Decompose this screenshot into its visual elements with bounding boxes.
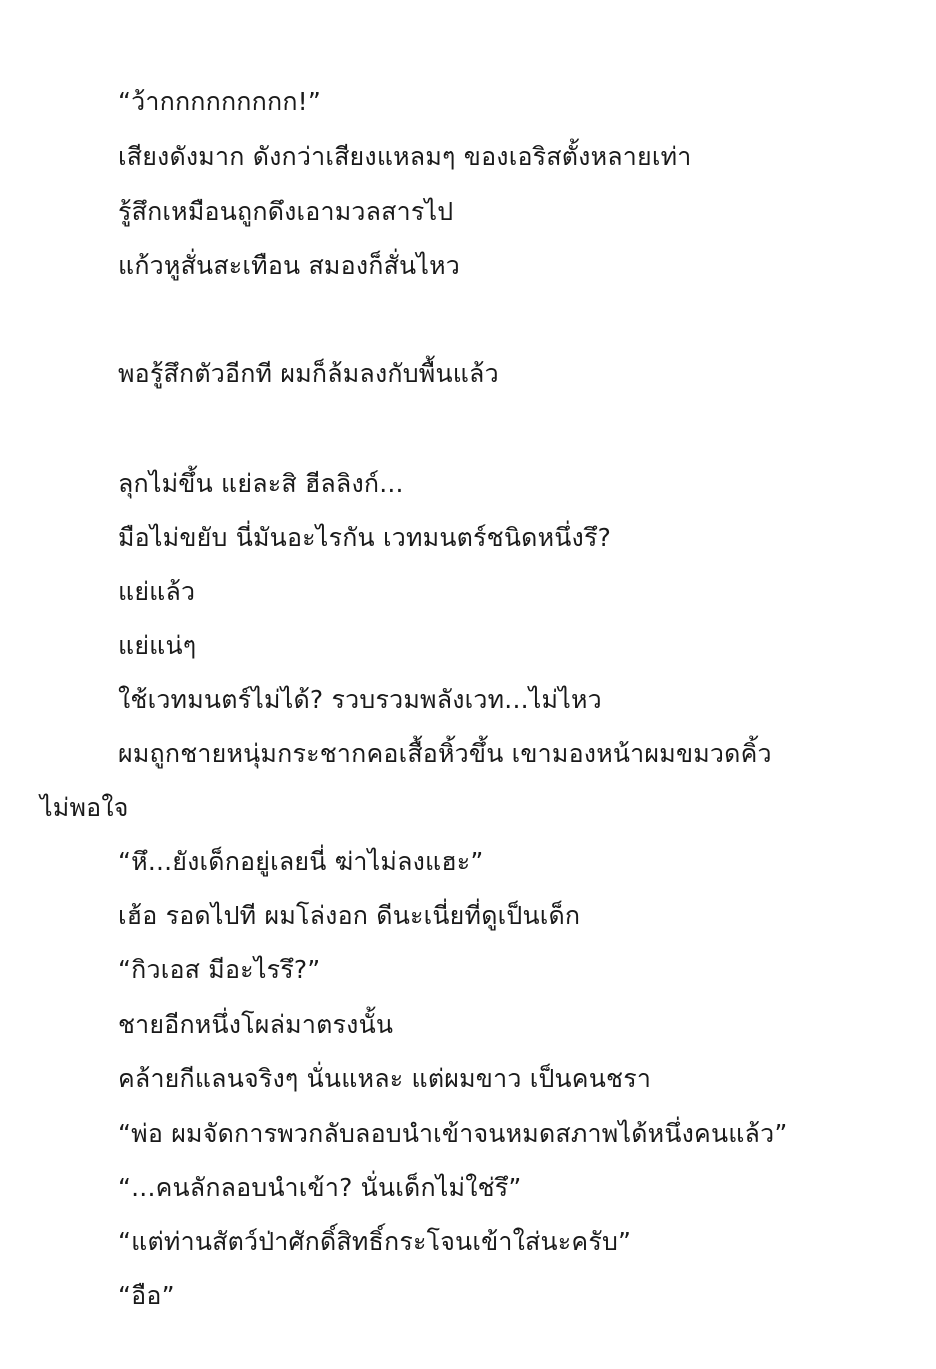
text-line: คล้ายกีแลนจริงๆ นั่นแหละ แต่ผมขาว เป็นคนชรา (118, 1064, 652, 1093)
text-line: “หึ...ยังเด็กอยู่เลยนี่ ฆ่าไม่ลงแฮะ” (118, 847, 484, 876)
text-line: “...คนลักลอบนำเข้า? นั่นเด็กไม่ใช่รึ” (118, 1173, 522, 1202)
text-line: เฮ้อ รอดไปที ผมโล่งอก ดีนะเนี่ยที่ดูเป็นเด็ก (118, 901, 581, 930)
text-line: ชายอีกหนึ่งโผล่มาตรงนั้น (118, 1010, 394, 1039)
text-line: ผมถูกชายหนุ่มกระชากคอเสื้อหิ้วขึ้น เขามองหน้าผมขมวดคิ้ว (118, 739, 772, 768)
text-line: “อือ” (118, 1281, 175, 1310)
text-line: แย่แล้ว (118, 577, 196, 606)
text-line: รู้สึกเหมือนถูกดึงเอามวลสารไป (118, 197, 454, 226)
text-line: ไม่พอใจ (40, 793, 129, 822)
text-line: “แต่ท่านสัตว์ป่าศักดิ์สิทธิ์กระโจนเข้าใส่นะครับ” (118, 1227, 632, 1256)
text-line: “พ่อ ผมจัดการพวกลับลอบนำเข้าจนหมดสภาพได้หนึ่งคนแล้ว” (118, 1119, 788, 1148)
text-line: แย่แน่ๆ (118, 631, 197, 660)
text-line: แก้วหูสั่นสะเทือน สมองก็สั่นไหว (118, 251, 461, 280)
text-line: “กิวเอส มีอะไรรึ?” (118, 955, 321, 984)
text-line: ใช้เวทมนตร์ไม่ได้? รวบรวมพลังเวท...ไม่ไหว (118, 685, 602, 714)
text-line: ลุกไม่ขึ้น แย่ละสิ ฮีลลิงก์... (118, 469, 404, 498)
text-line: เสียงดังมาก ดังกว่าเสียงแหลมๆ ของเอริสตั้งหลายเท่า (118, 142, 692, 171)
text-line: พอรู้สึกตัวอีกที ผมก็ล้มลงกับพื้นแล้ว (118, 359, 499, 388)
text-line: มือไม่ขยับ นี่มันอะไรกัน เวทมนตร์ชนิดหนึ่งรึ? (118, 523, 612, 552)
text-line: “ว้ากกกกกกกกก!” (118, 87, 322, 116)
